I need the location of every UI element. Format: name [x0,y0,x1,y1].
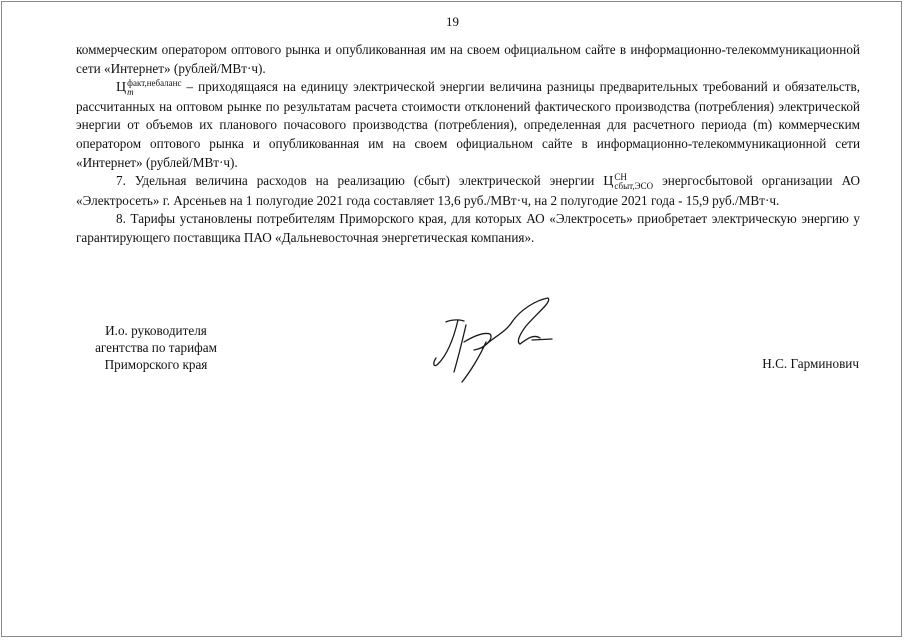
position-line: агентства по тарифам [95,340,217,355]
signatory-name: Н.С. Гарминович [762,356,859,371]
formula-base: Ц [116,80,127,96]
paragraph-definition [76,78,860,172]
handwritten-signature [428,292,568,392]
paragraph-item-8: 8. Тарифы установлены потребителям Приморского края, для которых АО «Электросеть» приобретает электрическую энергию у гарантирующего поставщика ПАО «Дальневосточная энергетическая компания». [76,211,860,245]
formula-indices [127,79,181,97]
formula-indices [614,173,653,191]
formula-symbol-sales [603,172,654,192]
item-7-text-end: энергосбытовой организации АО «Электросеть» г. Арсеньев на 1 полугодие 2021 года составляет 13,6 руб./МВт·ч, на 2 полугодие 2021 года - 15,9 руб./МВт·ч. [76,173,860,208]
formula-superscript: факт,небаланс [127,78,182,89]
formula-subscript: сбыт,ЭСО [614,181,654,192]
paragraph-continuation: коммерческим оператором оптового рынка и опубликованная им на своем официальном сайте в информационно-телекоммуникационной сети «Интернет» (рублей/МВт·ч). [76,42,860,76]
formula-superscript: СН [614,172,627,183]
page-number: 19 [446,14,459,29]
formula-subscript: m [127,87,134,98]
paragraph-item-7 [76,172,860,210]
position-line: И.о. руководителя [105,323,207,338]
definition-text: – приходящаяся на единицу электрической энергии величина разницы предварительных требований и обязательств, рассчитанных на оптовом рынке по результатам расчета стоимости отклонений фактического производства (потребления) электрической энергии от объемов их планового почасового производства (потребления), определенная для расчетного периода (m) коммерческим оператором оптового рынка и опубликованная им на своем официальном сайте в информационно-телекоммуникационной сети «Интернет» (рублей/МВт·ч). [76,79,860,170]
position-line: Приморского края [104,357,208,372]
signatory-position [76,322,236,373]
formula-symbol [116,78,182,98]
item-7-text-start: 7. Удельная величина расходов на реализацию (сбыт) электрической энергии [116,173,604,189]
formula-base: Ц [603,174,614,190]
document-body [76,41,860,248]
